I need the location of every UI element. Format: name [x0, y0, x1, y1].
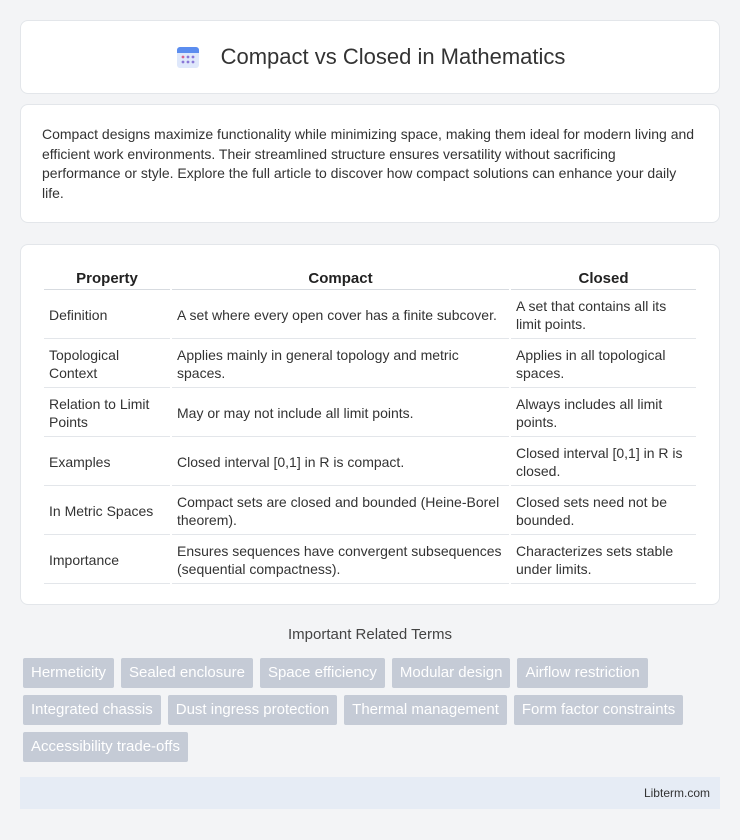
cell-compact: Compact sets are closed and bounded (Heine-Borel theorem). — [172, 488, 509, 535]
related-term-tag[interactable]: Form factor constraints — [514, 695, 683, 725]
related-terms-title: Important Related Terms — [288, 626, 452, 643]
comparison-table — [42, 266, 698, 586]
column-header-property: Property — [44, 268, 170, 290]
cell-property: Importance — [44, 537, 170, 584]
related-term-tag[interactable]: Thermal management — [344, 695, 507, 725]
intro-paragraph: Compact designs maximize functionality while minimizing space, making them ideal for modern living and efficient work environments. Their streamlined structure ensures versatility without sacrificing performance or style. Explore the full article to discover how compact solutions can enhance your daily life. — [42, 126, 695, 201]
footer-site-link[interactable]: Libterm.com — [643, 786, 710, 800]
cell-property: In Metric Spaces — [44, 488, 170, 535]
cell-property: Relation to Limit Points — [44, 390, 170, 437]
cell-compact: May or may not include all limit points. — [172, 390, 509, 437]
header-card — [20, 20, 720, 94]
related-term-tag[interactable]: Dust ingress protection — [168, 695, 337, 725]
cell-compact: Closed interval [0,1] in R is compact. — [172, 439, 509, 486]
table-row — [44, 292, 696, 339]
related-term-tag[interactable]: Space efficiency — [260, 658, 385, 688]
cell-closed: A set that contains all its limit points. — [511, 292, 696, 339]
table-row — [44, 439, 696, 486]
related-terms-list — [23, 658, 703, 762]
cell-closed: Closed interval [0,1] in R is closed. — [511, 439, 696, 486]
cell-closed: Applies in all topological spaces. — [511, 341, 696, 388]
cell-compact: Ensures sequences have convergent subsequences (sequential compactness). — [172, 537, 509, 584]
page-title: Compact vs Closed in Mathematics — [220, 44, 566, 69]
cell-closed: Always includes all limit points. — [511, 390, 696, 437]
related-term-tag[interactable]: Accessibility trade-offs — [23, 732, 188, 762]
cell-compact: Applies mainly in general topology and metric spaces. — [172, 341, 509, 388]
cell-property: Topological Context — [44, 341, 170, 388]
table-row — [44, 537, 696, 584]
related-term-tag[interactable]: Hermeticity — [23, 658, 114, 688]
intro-card — [20, 104, 720, 223]
cell-property: Examples — [44, 439, 170, 486]
footer — [20, 777, 720, 809]
related-term-tag[interactable]: Modular design — [392, 658, 511, 688]
cell-compact: A set where every open cover has a finite subcover. — [172, 292, 509, 339]
cell-property: Definition — [44, 292, 170, 339]
table-header-row — [44, 268, 696, 290]
column-header-closed: Closed — [511, 268, 696, 290]
cell-closed: Closed sets need not be bounded. — [511, 488, 696, 535]
related-term-tag[interactable]: Integrated chassis — [23, 695, 161, 725]
table-row — [44, 488, 696, 535]
comparison-card — [20, 244, 720, 605]
table-row — [44, 390, 696, 437]
column-header-compact: Compact — [172, 268, 509, 290]
related-term-tag[interactable]: Airflow restriction — [517, 658, 647, 688]
calendar-icon — [175, 44, 201, 70]
related-term-tag[interactable]: Sealed enclosure — [121, 658, 253, 688]
table-row — [44, 341, 696, 388]
cell-closed: Characterizes sets stable under limits. — [511, 537, 696, 584]
header — [21, 21, 719, 93]
